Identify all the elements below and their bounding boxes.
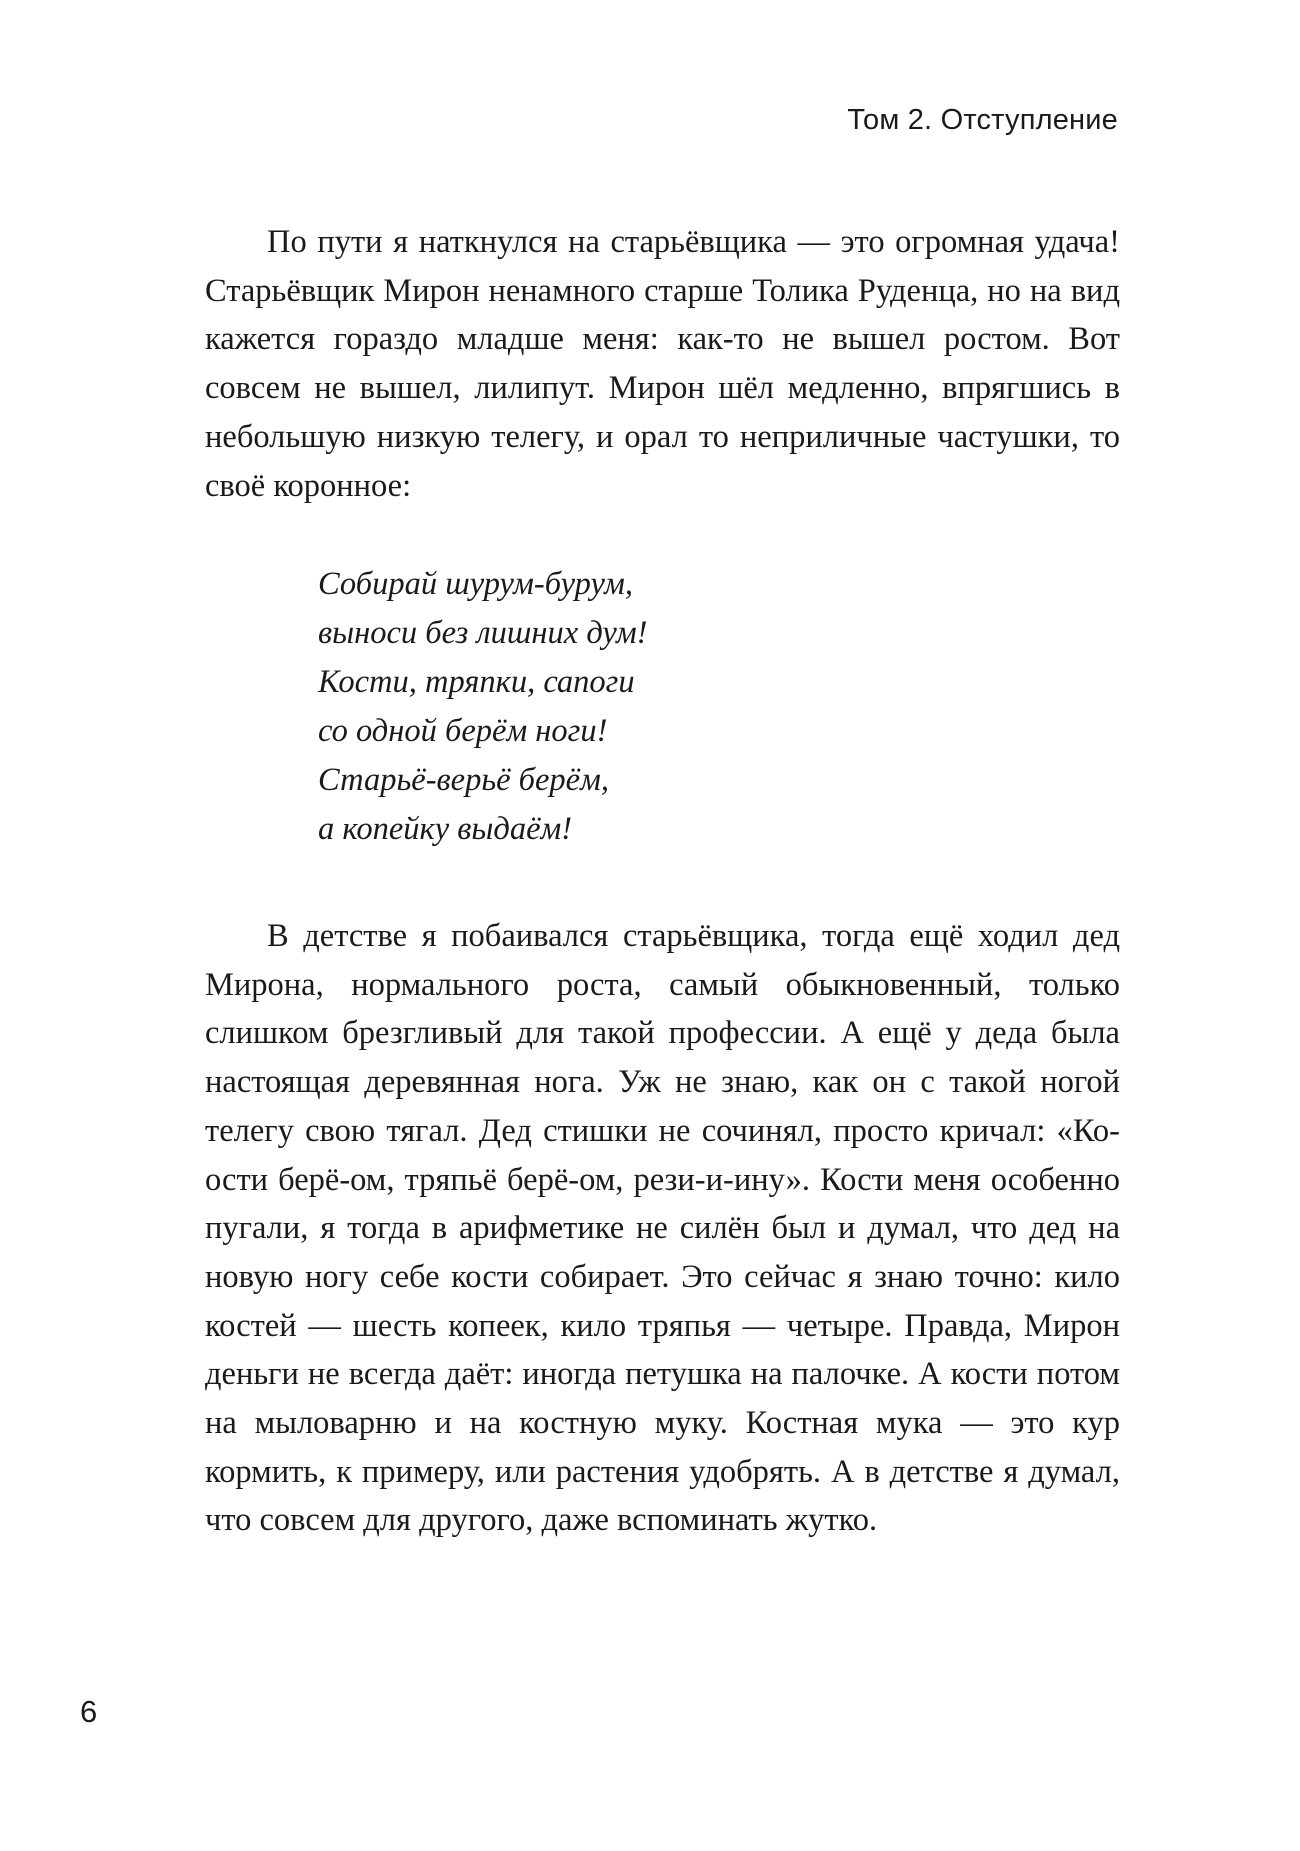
paragraph-1: По пути я наткнулся на старьёвщика — это огромная удача! Старьёвщик Мирон ненамного старше Толика Руденца, но на вид кажется гораздо младше меня: как-то не вышел ростом. Вот совсем не вышел, лилипут. Мирон шёл медленно, впрягшись в небольшую низкую телегу, и орал то неприличные частушки, то своё коронное: [205, 224, 1120, 504]
poem-line: а копейку выдаём! [318, 811, 573, 847]
paragraph-2: В детстве я побаивался старьёвщика, тогда ещё ходил дед Мирона, нормального роста, самый обыкновенный, только слишком брезгливый для такой профессии. А ещё у деда была настоящая деревянная нога. Уж не знаю, как он с такой ногой телегу свою тягал. Дед стишки не сочинял, просто кричал: «Ко-ости берё-ом, тряпьё берё-ом, рези-и-ину». Кости меня особенно пугали, я тогда в арифметике не силён был и думал, что дед на новую ногу себе кости собирает. Это сейчас я знаю точно: кило костей — шесть копеек, кило тряпья — четыре. Правда, Мирон деньги не всегда даёт: иногда петушка на палочке. А кости потом на мыловарню и на костную муку. Костная мука — это кур кормить, к примеру, или растения удобрять. А в детстве я думал, что совсем для другого, даже вспоминать жутко. [205, 918, 1120, 1539]
page-number: 6 [80, 1694, 98, 1729]
poem-line: Кости, тряпки, сапоги [318, 664, 635, 700]
running-header: Том 2. Отступление [847, 104, 1118, 136]
poem-line: выноси без лишних дум! [318, 615, 648, 651]
poem-line: Собирай шурум-бурум, [318, 566, 633, 602]
poem-line: со одной берём ноги! [318, 713, 608, 749]
poem [318, 560, 1018, 854]
poem-line: Старьё-верьё берём, [318, 762, 609, 798]
